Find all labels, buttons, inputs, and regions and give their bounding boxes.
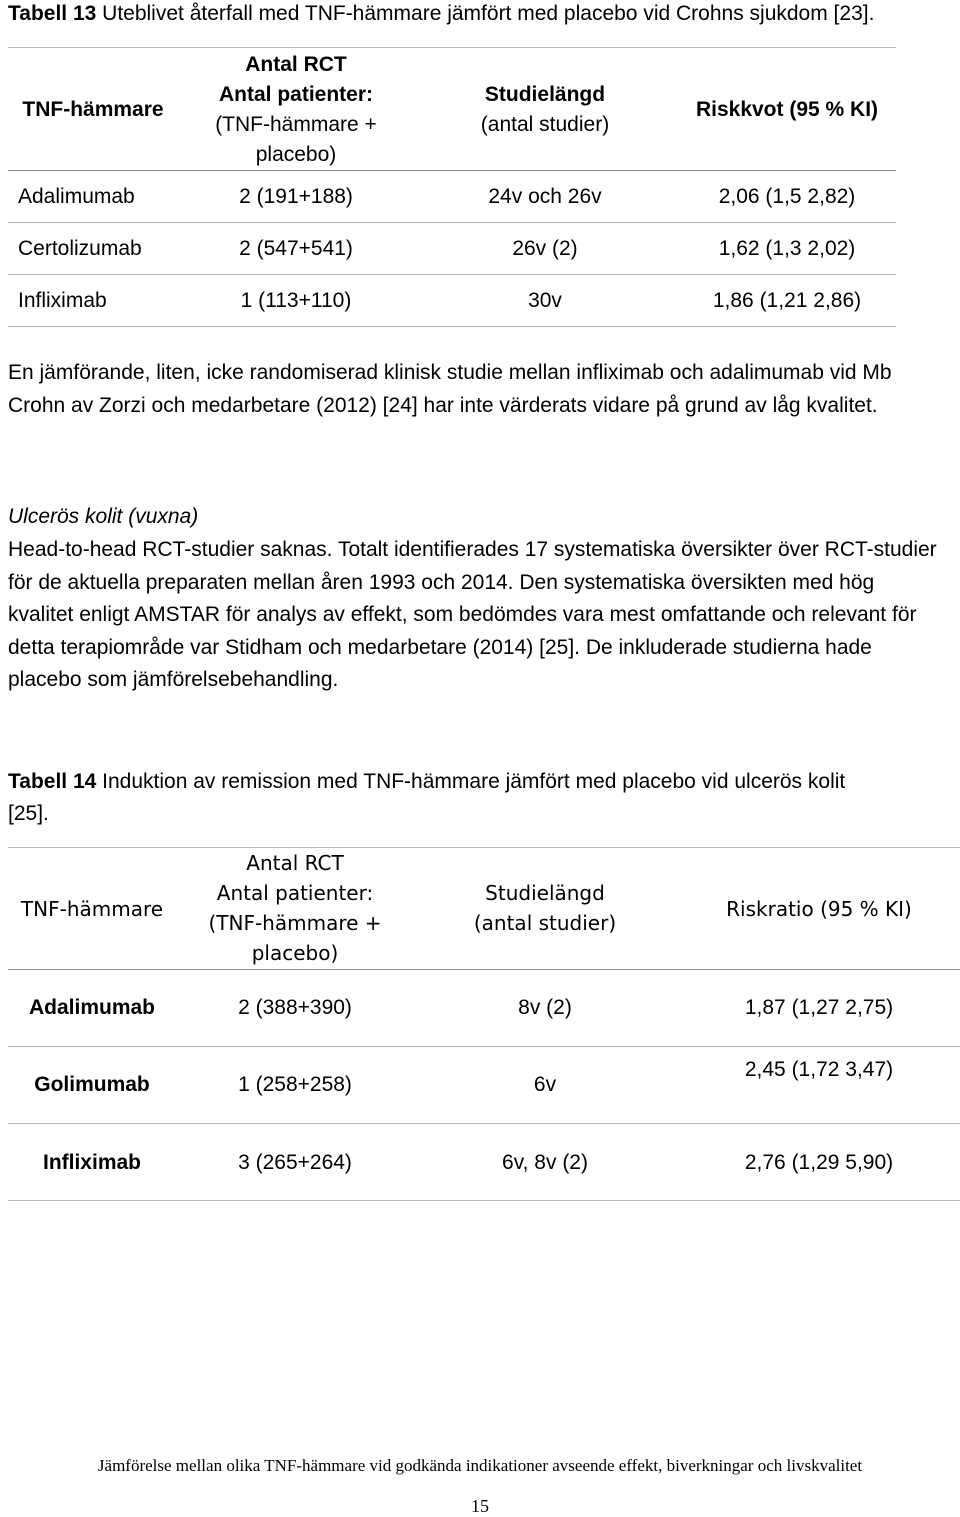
table14-caption-line2: [25].: [8, 802, 49, 825]
table13-header-ratio: Riskkvot (95 % KI): [695, 98, 879, 121]
table13-row-rule: [8, 222, 896, 223]
table14-caption: [8, 766, 845, 798]
table14-header-patients: Antal RCT Antal patienter: (TNF-hämmare + placebo): [208, 851, 382, 965]
table14-row3-patients: 3 (265+264): [238, 1151, 352, 1174]
table14-row2-drug: Golimumab: [34, 1073, 150, 1096]
table14-row1-drug: Adalimumab: [28, 996, 156, 1019]
table13-row2-length: 26v (2): [512, 237, 578, 260]
table14-bottom-rule: [8, 1200, 960, 1201]
table13-row-rule: [8, 274, 896, 275]
table13-header-rule: [8, 170, 896, 171]
table13-header-length: Studielängd (antal studier): [480, 83, 610, 136]
table13-row3-drug: Infliximab: [18, 289, 107, 312]
table14-top-rule: [8, 847, 960, 848]
table13-row2-drug: Certolizumab: [18, 237, 142, 260]
table14-header-length: Studielängd (antal studier): [473, 881, 617, 935]
table14-row-rule: [8, 1123, 960, 1124]
section-heading: Ulcerös kolit (vuxna): [8, 505, 199, 528]
table14-row2-length: 6v: [533, 1073, 557, 1096]
table13-header-drug: TNF-hämmare: [22, 98, 164, 121]
footer-title: Jämförelse mellan olika TNF-hämmare vid godkända indikationer avseende effekt, biverkningar och livskvalitet: [97, 1456, 863, 1475]
table13-header-patients: Antal RCT Antal patienter: (TNF-hämmare + placebo): [215, 53, 377, 166]
table13-row2-patients: 2 (547+541): [239, 237, 353, 260]
table13-caption: [8, 0, 874, 28]
table14-row2-patients: 1 (258+258): [238, 1073, 352, 1096]
table14-caption-text: Induktion av remission med TNF-hämmare jämfört med placebo vid ulcerös kolit: [96, 770, 846, 793]
table14-header-drug: TNF-hämmare: [20, 897, 164, 921]
table13-caption-text: Uteblivet återfall med TNF-hämmare jämfört med placebo vid Crohns sjukdom [23].: [96, 2, 875, 25]
table13-row3-length: 30v: [528, 289, 562, 312]
page-number: 15: [471, 1496, 489, 1516]
table14-row1-length: 8v (2): [518, 996, 572, 1019]
table14-row1-ratio: 1,87 (1,27 2,75): [744, 996, 894, 1019]
table14-header-rule: [8, 969, 960, 970]
table13-top-rule: [8, 47, 896, 48]
table13-row1-drug: Adalimumab: [18, 185, 135, 208]
table13-row1-patients: 2 (191+188): [239, 185, 353, 208]
table14-row1-patients: 2 (388+390): [238, 996, 352, 1019]
paragraph-head-to-head: Head-to-head RCT-studier saknas. Totalt identifierades 17 systematiska översikter över RCT-studier för de aktuella preparaten mellan åren 1993 och 2014. Den systematiska översikten med hög kvalitet enligt AMSTAR för analys av effekt, som bedömdes vara mest omfattande och relevant för detta terapiområde var Stidham och medarbetare (2014) [25]. De inkluderade studierna hade placebo som jämförelsebehandling.: [8, 538, 937, 691]
table14-header-ratio: Riskratio (95 % KI): [726, 897, 912, 921]
table13-row1-ratio: 2,06 (1,5 2,82): [718, 185, 856, 208]
table14-caption-label: Tabell 14: [8, 770, 97, 793]
table13-bottom-rule: [8, 326, 896, 327]
table13-row2-ratio: 1,62 (1,3 2,02): [718, 237, 856, 260]
table13-row3-patients: 1 (113+110): [240, 289, 352, 312]
table13-row1-length: 24v och 26v: [488, 185, 602, 208]
paragraph-zorzi: En jämförande, liten, icke randomiserad klinisk studie mellan infliximab och adalimumab vid Mb Crohn av Zorzi och medarbetare (2012) [24] har inte värderats vidare på grund av låg kvalitet.: [8, 361, 892, 417]
table14-row2-ratio: 2,45 (1,72 3,47): [744, 1058, 894, 1081]
table13-caption-label: Tabell 13: [8, 2, 97, 25]
table14-row3-ratio: 2,76 (1,29 5,90): [744, 1151, 894, 1174]
table14-row3-length: 6v, 8v (2): [502, 1151, 588, 1174]
table14-row3-drug: Infliximab: [42, 1151, 142, 1174]
table14-row-rule: [8, 1046, 960, 1047]
table13-row3-ratio: 1,86 (1,21 2,86): [712, 289, 862, 312]
